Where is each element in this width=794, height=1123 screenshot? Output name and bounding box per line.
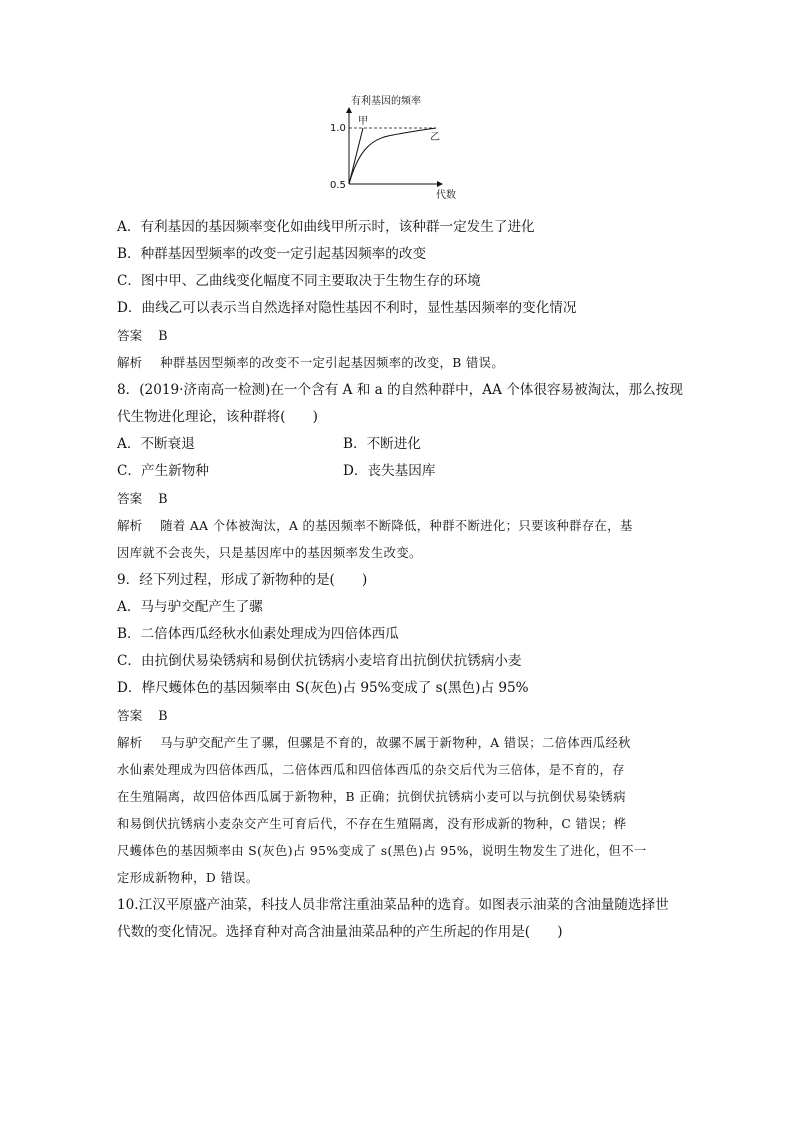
q9-explanation-line-5: 尺蠖体色的基因频率由 S(灰色)占 95%变成了 s(黑色)占 95%，说明生物发生了进化，但不一 — [117, 844, 647, 858]
q7-option-b: B．种群基因型频率的改变一定引起基因频率的改变 — [117, 246, 427, 262]
q7-option-c: C．图中甲、乙曲线变化幅度不同主要取决于生物生存的环境 — [117, 273, 481, 289]
q8-explanation-line-2: 因库就不会丧失，只是基因库中的基因频率发生改变。 — [117, 546, 422, 560]
gene-frequency-figure — [318, 92, 478, 204]
explanation-text-line-1: 马与驴交配产生了骡，但骡是不育的，故骡不属于新物种，A 错误；二倍体西瓜经秋 — [160, 736, 631, 750]
q9-explanation-line-4: 和易倒伏抗锈病小麦杂交产生可育后代，不存在生殖隔离，没有形成新的物种，C 错误；桦 — [117, 817, 627, 831]
curve-yi — [349, 128, 436, 184]
answer-label: 答案 — [117, 708, 143, 723]
answer-label: 答案 — [117, 491, 143, 506]
explanation-label: 解析 — [117, 735, 143, 750]
q9-stem: 9．经下列过程，形成了新物种的是( ) — [117, 572, 368, 588]
q9-option-c: C．由抗倒伏易染锈病和易倒伏抗锈病小麦培育出抗倒伏抗锈病小麦 — [117, 653, 522, 669]
q8-answer — [117, 485, 689, 512]
q8-stem-line-2: 代生物进化理论，该种群将( ) — [117, 409, 318, 425]
q7-option-d: D．曲线乙可以表示当自然选择对隐性基因不利时，显性基因频率的变化情况 — [117, 300, 577, 316]
explanation-label: 解析 — [117, 355, 143, 370]
curve-jia-label: 甲 — [358, 116, 368, 127]
q9-explanation-line-2: 水仙素处理成为四倍体西瓜，二倍体西瓜和四倍体西瓜的杂交后代为三倍体，是不育的，存 — [117, 763, 625, 777]
answer-label: 答案 — [117, 328, 143, 343]
q8-option-d: D．丧失基因库 — [343, 463, 436, 479]
curve-yi-label: 乙 — [430, 132, 440, 143]
x-axis-label: 代数 — [436, 190, 456, 201]
question-content — [117, 214, 689, 946]
y-tick-05: 0.5 — [330, 180, 346, 191]
q9-answer — [117, 702, 689, 729]
q9-explanation — [117, 729, 689, 757]
q9-option-a: A．马与驴交配产生了骡 — [117, 599, 263, 615]
q9-option-b: B．二倍体西瓜经秋水仙素处理成为四倍体西瓜 — [117, 626, 399, 642]
q9-option-d: D．桦尺蠖体色的基因频率由 S(灰色)占 95%变成了 s(黑色)占 95% — [117, 680, 529, 696]
q8-option-c: C．产生新物种 — [117, 463, 209, 479]
q7-explanation — [117, 349, 689, 377]
q8-options-row-1 — [117, 431, 689, 458]
q8-option-a: A．不断衰退 — [117, 436, 195, 452]
q8-options-row-2 — [117, 458, 689, 485]
answer-value: B — [158, 491, 168, 506]
q7-answer — [117, 322, 689, 349]
answer-value: B — [158, 708, 168, 723]
answer-value: B — [158, 328, 168, 343]
gene-frequency-chart — [318, 92, 478, 204]
q10-stem-line-1: 10.江汉平原盛产油菜，科技人员非常注重油菜品种的选育。如图表示油菜的含油量随选择世 — [117, 897, 669, 913]
q8-option-b: B．不断进化 — [343, 436, 421, 452]
y-axis-label: 有利基因的频率 — [351, 96, 421, 107]
q7-option-a: A．有利基因的基因频率变化如曲线甲所示时，该种群一定发生了进化 — [117, 219, 535, 235]
q8-stem-line-1: 8．(2019·济南高一检测)在一个含有 A 和 a 的自然种群中，AA 个体很容易被淘汰，那么按现 — [117, 382, 683, 398]
explanation-text: 种群基因型频率的改变不一定引起基因频率的改变，B 错误。 — [160, 356, 505, 370]
explanation-label: 解析 — [117, 518, 143, 533]
q9-explanation-line-6: 定形成新物种，D 错误。 — [117, 871, 259, 885]
q8-explanation — [117, 512, 689, 540]
explanation-text-line-1: 随着 AA 个体被淘汰，A 的基因频率不断降低，种群不断进化；只要该种群存在，基 — [160, 519, 633, 533]
y-tick-1: 1.0 — [330, 123, 346, 134]
q9-explanation-line-3: 在生殖隔离，故四倍体西瓜属于新物种，B 正确；抗倒伏抗锈病小麦可以与抗倒伏易染锈病 — [117, 790, 626, 804]
q10-stem-line-2: 代数的变化情况。选择育种对高含油量油菜品种的产生所起的作用是( ) — [117, 924, 563, 940]
